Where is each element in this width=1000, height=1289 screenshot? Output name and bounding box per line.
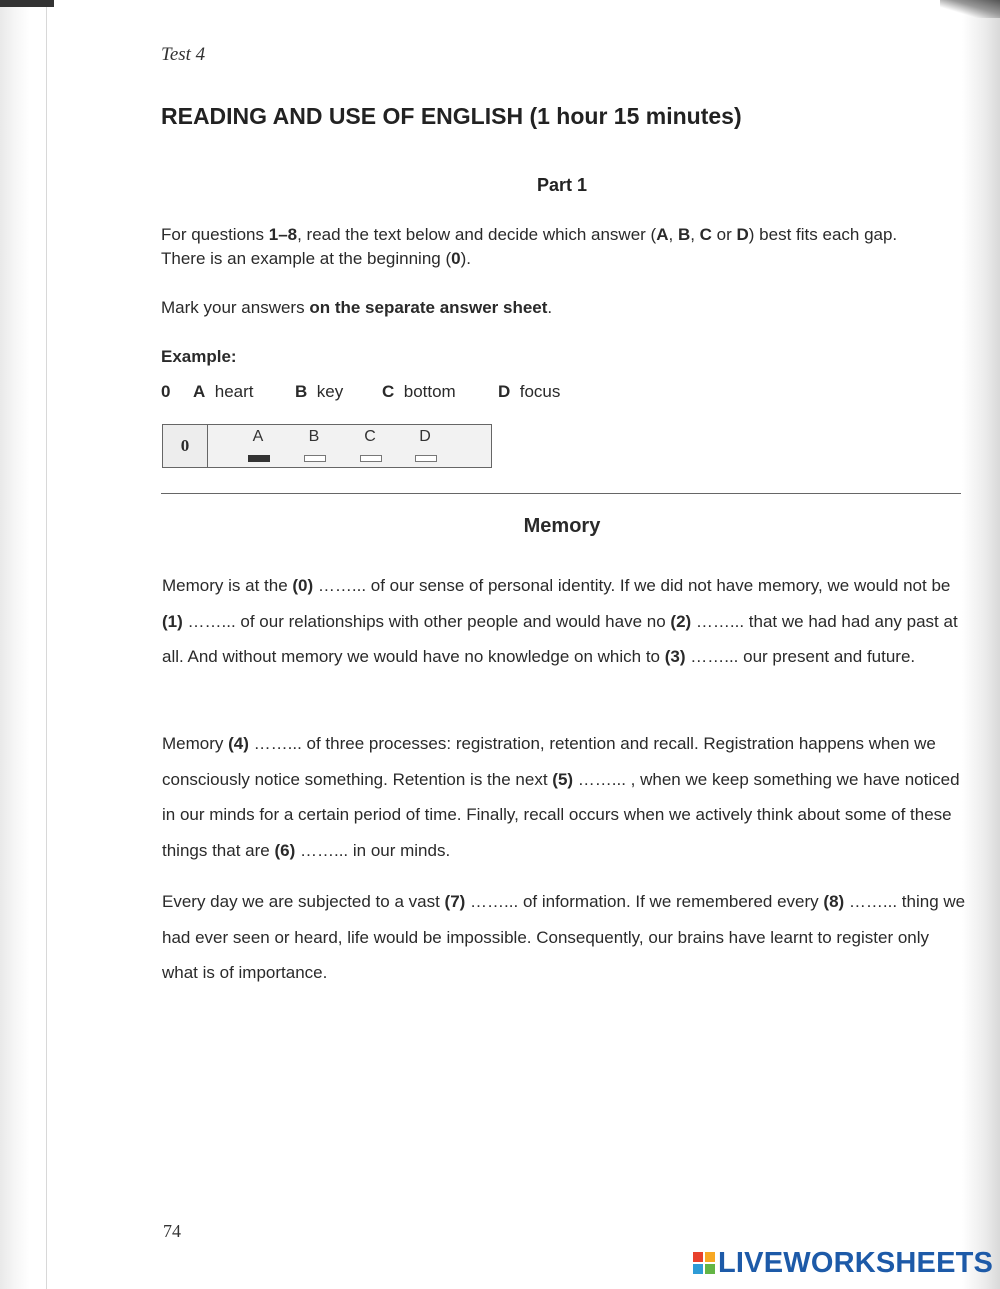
para-text: Every day we are subjected to a vast: [162, 892, 445, 911]
instr-text: ,: [690, 225, 700, 244]
page-label: Test 4: [161, 44, 206, 65]
instr-text: ,: [668, 225, 678, 244]
answer-box-letter-c: C: [364, 428, 376, 445]
example-number: 0: [161, 382, 171, 401]
option-letter: B: [295, 382, 308, 401]
example-label: Example:: [161, 347, 237, 366]
instr-option: B: [677, 225, 691, 244]
brand-square: [693, 1252, 703, 1262]
brand-squares-icon: [693, 1252, 715, 1274]
instr-option: A: [656, 225, 669, 244]
paragraph-2: [162, 726, 966, 868]
example-option-a: [193, 382, 295, 402]
para-text: ……... in our minds.: [295, 840, 451, 860]
liveworksheets-logo[interactable]: [693, 1246, 993, 1280]
gap-number: (5): [552, 769, 574, 789]
para-text: ……... of information. If we remembered every: [465, 892, 824, 911]
section-title-bold: READING AND USE OF ENGLISH: [161, 103, 524, 129]
instr-option: C: [699, 225, 712, 244]
answer-mark-a-filled: [248, 455, 270, 462]
instr-question-range: 1–8: [268, 225, 298, 244]
option-word: key: [316, 382, 344, 401]
paragraph-3: [162, 884, 966, 991]
answer-box-letter-d: D: [419, 428, 431, 445]
para-text: Memory: [162, 734, 229, 753]
answer-mark-d: [415, 455, 437, 462]
example-option-b: [295, 382, 382, 402]
option-word: focus: [519, 382, 561, 401]
part-title: Part 1: [536, 175, 588, 195]
gap-number: (3): [664, 647, 686, 666]
gap-number: (4): [228, 734, 249, 753]
scan-corner-mark: [0, 0, 54, 7]
instr-text: .: [547, 298, 553, 317]
instr-text: or: [711, 225, 737, 244]
gap-number: (2): [670, 611, 692, 631]
gap-number: (1): [162, 611, 183, 631]
gap-number: (8): [823, 892, 845, 911]
example-answer-box: [162, 424, 492, 468]
instr-text: Mark your answers: [161, 298, 310, 317]
para-text: ……... of our sense of personal identity. If we did not have memory, we would not be: [313, 576, 951, 595]
instr-answer-sheet: on the separate answer sheet: [309, 298, 548, 317]
text-title: Memory: [523, 515, 601, 537]
brand-square: [693, 1264, 703, 1274]
instr-text: For questions: [161, 225, 269, 244]
para-text: ……... of three processes: registration, retention and recall. Registration happens when we consciously notice something. Retention is the next: [162, 734, 936, 789]
para-text: Memory is at the: [162, 576, 293, 595]
answer-mark-c: [360, 455, 382, 462]
scan-corner-shadow: [940, 0, 1000, 18]
brand-square: [705, 1264, 715, 1274]
brand-name: LIVEWORKSHEETS: [718, 1246, 994, 1279]
para-text: ……... that we had had any past at all. And without memory we would have no knowledge on which to: [162, 611, 958, 666]
option-letter: C: [382, 382, 395, 401]
instr-option: D: [736, 225, 749, 244]
instr-text: ) best fits each gap.: [748, 225, 898, 244]
para-text: ……... , when we keep something we have noticed in our minds for a certain period of time. Finally, recall occurs when we actively think about some of these things that are: [162, 769, 960, 860]
gap-number: (0): [292, 576, 314, 595]
option-letter: A: [193, 382, 206, 401]
instr-text: , read the text below and decide which answer (: [297, 225, 657, 244]
example-option-d: [498, 382, 560, 402]
mark-instructions: [161, 296, 966, 320]
instr-text: There is an example at the beginning (: [161, 249, 452, 268]
example-options: [161, 382, 560, 402]
gap-number: (6): [274, 840, 296, 860]
answer-box-letter-a: A: [252, 428, 264, 445]
para-text: ……... of our relationships with other people and would have no: [182, 611, 671, 631]
answer-box-number: 0: [163, 425, 208, 467]
instr-text: ).: [460, 249, 471, 268]
para-text: ……... our present and future.: [685, 647, 916, 666]
instructions: [161, 223, 966, 271]
answer-mark-b: [304, 455, 326, 462]
option-letter: D: [498, 382, 511, 401]
paragraph-1: [162, 568, 966, 675]
divider-rule: [161, 493, 961, 494]
option-word: bottom: [403, 382, 456, 401]
section-title: [161, 103, 742, 130]
section-title-duration: (1 hour 15 minutes): [529, 103, 742, 129]
brand-square: [705, 1252, 715, 1262]
gap-number: (7): [444, 892, 466, 911]
para-text: ……... thing we had ever seen or heard, life would be impossible. Consequently, our brains have learnt to register only what is of importance.: [162, 892, 966, 982]
option-word: heart: [214, 382, 254, 401]
example-option-c: [382, 382, 498, 402]
instr-example-number: 0: [451, 249, 461, 268]
answer-box-letter-b: B: [308, 428, 320, 445]
page-number: 74: [163, 1221, 181, 1241]
